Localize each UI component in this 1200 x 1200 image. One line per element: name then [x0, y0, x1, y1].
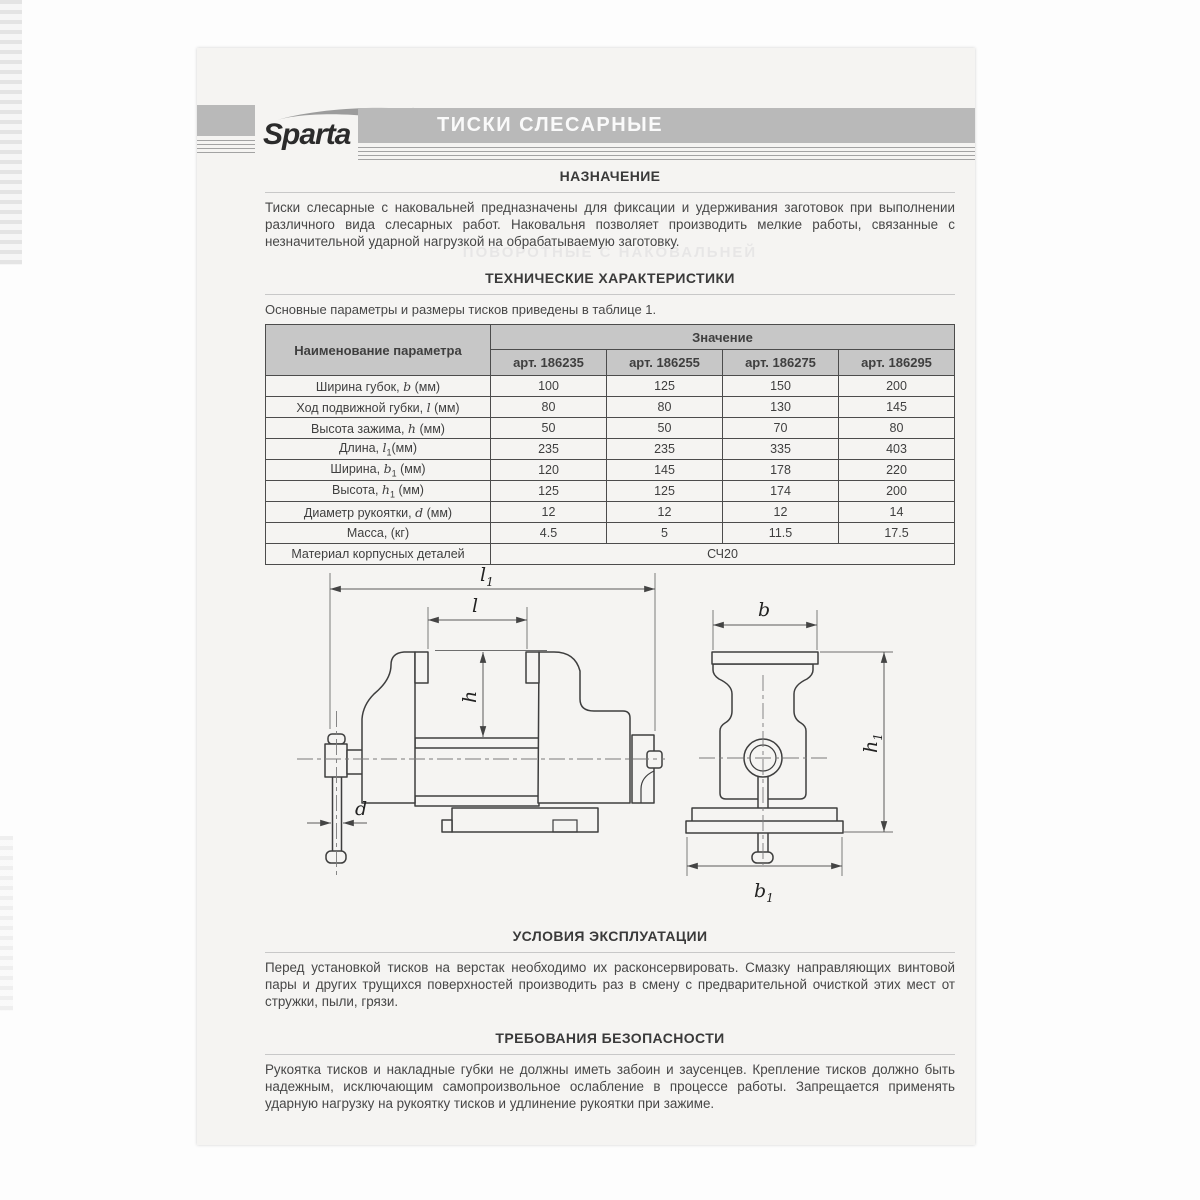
value-cell: 50 [491, 418, 607, 439]
vise-drawing-svg [287, 553, 967, 913]
front-base-slab [692, 808, 837, 822]
spec-table [265, 324, 955, 565]
bleed-through-text: ПОВОРОТНЫЕ С НАКОВАЛЬНЕЙ [462, 244, 758, 261]
screw-block [325, 744, 347, 777]
table-row [266, 460, 955, 481]
right-jaw-insert [526, 652, 539, 683]
value-cell: 100 [491, 376, 607, 397]
header-left-bar [197, 105, 255, 136]
value-cell: 178 [723, 460, 839, 481]
article-header-cell: арт. 186255 [607, 350, 723, 376]
value-cell: 14 [839, 502, 955, 523]
heading-rule [265, 192, 955, 193]
screw-collar [347, 750, 363, 774]
front-base-lip [686, 821, 843, 833]
dim-label-h: h [459, 690, 481, 703]
heading-rule [265, 952, 955, 953]
section-specs [265, 270, 955, 565]
dim-label-h1: $h_1$ [860, 733, 885, 753]
table-row [266, 481, 955, 502]
document-page [197, 48, 975, 1145]
value-cell: 4.5 [491, 523, 607, 544]
dim-label-l1: $l_1$ [480, 564, 494, 589]
value-cell: 174 [723, 481, 839, 502]
param-header-cell: Наименование параметра [266, 325, 491, 376]
value-cell: 120 [491, 460, 607, 481]
param-name-cell: Ход подвижной губки, l (мм) [266, 397, 491, 418]
dim-label-l: l [472, 595, 479, 617]
value-cell: 5 [607, 523, 723, 544]
value-cell: 130 [723, 397, 839, 418]
value-cell: 12 [723, 502, 839, 523]
section-title-specs: ТЕХНИЧЕСКИЕ ХАРАКТЕРИСТИКИ [485, 270, 735, 286]
table-row [266, 376, 955, 397]
value-cell: 200 [839, 376, 955, 397]
param-name-cell: Масса, (кг) [266, 523, 491, 544]
scan-edge-artifact [0, 836, 13, 1011]
rear-bracket [632, 735, 654, 803]
article-header-cell: арт. 186295 [839, 350, 955, 376]
handle-bottom-cap [326, 851, 346, 863]
value-cell: 80 [491, 397, 607, 418]
param-name-cell: Материал корпусных деталей [266, 544, 491, 565]
movable-jaw [362, 652, 415, 803]
value-cell: 80 [607, 397, 723, 418]
front-view [686, 652, 843, 865]
table-row [266, 397, 955, 418]
value-cell: 235 [491, 439, 607, 460]
brand-name: Sparta [263, 118, 351, 151]
param-name-cell: Ширина, $b_1$ (мм) [266, 460, 491, 481]
table-row [266, 502, 955, 523]
dim-label-b1: $b_1$ [754, 880, 774, 905]
dim-label-d: d [355, 798, 368, 820]
value-cell: 145 [607, 460, 723, 481]
handle-rod [333, 775, 342, 855]
technical-drawing [287, 553, 967, 913]
scan-edge-artifact [0, 0, 22, 265]
section-title-purpose: НАЗНАЧЕНИЕ [559, 168, 661, 184]
header-pinstripes-left [197, 140, 255, 154]
param-name-cell: Ширина губок, b (мм) [266, 376, 491, 397]
value-cell: 335 [723, 439, 839, 460]
value-cell: 220 [839, 460, 955, 481]
section-title-safety: ТРЕБОВАНИЯ БЕЗОПАСНОСТИ [495, 1030, 725, 1046]
front-top-plate [712, 652, 818, 664]
value-cell: 11.5 [723, 523, 839, 544]
purpose-text: Тиски слесарные с наковальней предназначены для фиксации и удерживания заготовок при выполнении различного вида слесарных работ. Наковальня позволяет производить мелкие работы, связанные с незначительной ударной нагрузкой на обрабатываемую заготовку. [265, 200, 955, 249]
section-purpose [265, 168, 955, 250]
article-header-cell: арт. 186275 [723, 350, 839, 376]
left-jaw-insert [415, 652, 428, 683]
screw-end-nut [647, 751, 662, 768]
base-left-foot [442, 820, 452, 832]
value-cell: 125 [607, 376, 723, 397]
value-cell: 125 [491, 481, 607, 502]
value-cell: 150 [723, 376, 839, 397]
value-cell: 80 [839, 418, 955, 439]
article-header-cell: арт. 186235 [491, 350, 607, 376]
section-safety [265, 1030, 955, 1112]
lower-guide-rail [415, 796, 539, 806]
heading-rule [265, 294, 955, 295]
value-cell: 235 [607, 439, 723, 460]
specs-intro-text: Основные параметры и размеры тисков приведены в таблице 1. [265, 302, 657, 317]
table-row [266, 418, 955, 439]
banner-title: ТИСКИ СЛЕСАРНЫЕ [437, 114, 664, 136]
heading-rule [265, 1054, 955, 1055]
fixed-body [538, 652, 630, 803]
value-cell: 200 [839, 481, 955, 502]
operation-text: Перед установкой тисков на верстак необходимо их расконсервировать. Смазку направляющих винтовой пары и других трущихся поверхностей производить раз в смену с предварительной очисткой этих мест от стружки, пыли, грязи. [265, 960, 955, 1009]
section-operation [265, 928, 955, 1010]
value-header-cell: Значение [491, 325, 955, 350]
value-cell: 12 [491, 502, 607, 523]
product-title-banner [358, 108, 975, 143]
section-title-operation: УСЛОВИЯ ЭКСПЛУАТАЦИИ [512, 928, 708, 944]
value-cell: СЧ20 [491, 544, 955, 565]
value-cell: 70 [723, 418, 839, 439]
param-name-cell: Высота, $h_1$ (мм) [266, 481, 491, 502]
dim-label-b: b [758, 599, 771, 621]
param-name-cell: Длина, $l_1(мм)$ [266, 439, 491, 460]
value-cell: 12 [607, 502, 723, 523]
value-cell: 403 [839, 439, 955, 460]
upper-guide-rail [415, 738, 539, 748]
safety-text: Рукоятка тисков и накладные губки не должны иметь забоин и заусенцев. Крепление тисков должно быть надежным, исключающим самопроизвольное ослабление в процессе работы. Запрещается применять ударную нагрузку на рукоятку тисков и удлинение рукоятки при зажиме. [265, 1062, 955, 1111]
param-name-cell: Диаметр рукоятки, d (мм) [266, 502, 491, 523]
table-row [266, 523, 955, 544]
table-row [266, 439, 955, 460]
value-cell: 17.5 [839, 523, 955, 544]
value-cell: 145 [839, 397, 955, 418]
param-name-cell: Высота зажима, h (мм) [266, 418, 491, 439]
value-cell: 125 [607, 481, 723, 502]
front-handle-cap [752, 852, 773, 863]
value-cell: 50 [607, 418, 723, 439]
side-view [297, 652, 665, 879]
header-pinstripes-banner [358, 147, 975, 161]
